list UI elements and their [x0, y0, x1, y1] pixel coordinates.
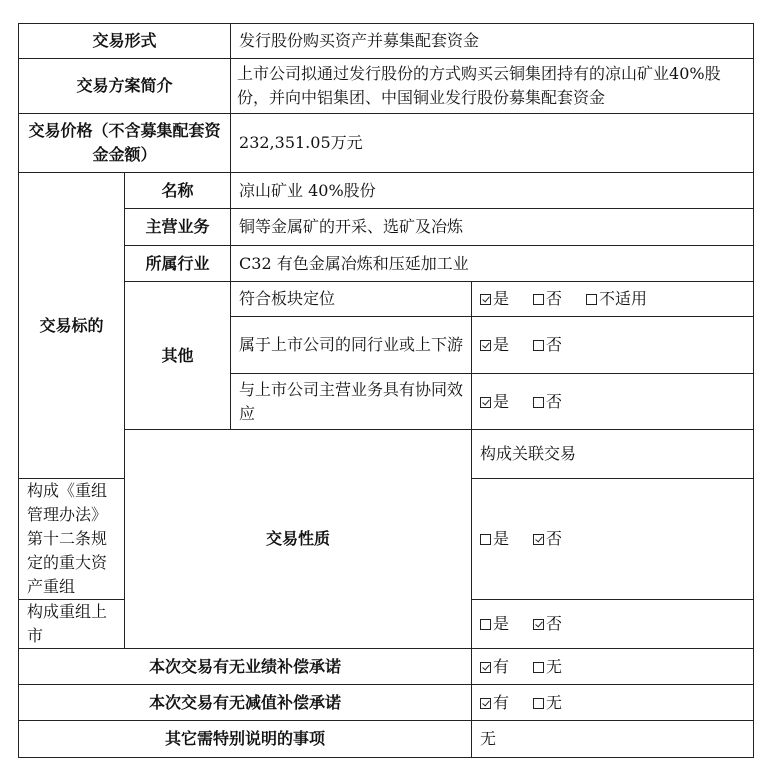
checkbox-option	[480, 655, 509, 679]
transaction-target-label: 交易标的	[19, 173, 125, 479]
unchecked-box-icon	[480, 619, 491, 630]
checkbox-option	[533, 390, 562, 414]
checkbox-option-label: 无	[546, 656, 563, 676]
checkbox-option	[480, 691, 509, 715]
checkbox-option-label: 否	[546, 391, 563, 411]
impairment-compensation-options	[472, 685, 754, 721]
checked-box-icon	[533, 534, 544, 545]
performance-compensation-options	[472, 649, 754, 685]
target-business-value: 铜等金属矿的开采、选矿及冶炼	[231, 209, 754, 246]
checkbox-option-label: 否	[546, 335, 563, 354]
unchecked-box-icon	[533, 294, 544, 305]
checkbox-option-label: 是	[493, 391, 510, 411]
target-name-label: 名称	[125, 173, 231, 209]
checkbox-option	[586, 287, 647, 311]
checkbox-option-label: 否	[546, 614, 563, 633]
transaction-summary-table	[18, 23, 754, 758]
target-industry-label: 所属行业	[125, 246, 231, 282]
checked-box-icon	[480, 294, 491, 305]
checkbox-option	[533, 527, 562, 551]
nature-item-text: 构成关联交易	[472, 430, 754, 479]
nature-item-options	[472, 479, 754, 600]
checkbox-option-label: 不适用	[599, 289, 648, 308]
special-matters-value: 无	[472, 721, 754, 758]
special-matters-label: 其它需特别说明的事项	[19, 721, 472, 758]
checkbox-option-label: 是	[493, 614, 510, 633]
target-other-item-text: 与上市公司主营业务具有协同效应	[231, 374, 472, 430]
checkbox-option-label: 否	[546, 289, 563, 308]
checkbox-option	[480, 612, 509, 636]
transaction-price-value: 232,351.05万元	[231, 114, 754, 173]
checkbox-option	[480, 287, 509, 311]
checkbox-option	[533, 655, 562, 679]
unchecked-box-icon	[586, 294, 597, 305]
nature-item-options	[472, 600, 754, 649]
transaction-plan-label: 交易方案简介	[19, 59, 231, 114]
target-other-label: 其他	[125, 282, 231, 430]
target-other-item-options	[472, 282, 754, 317]
transaction-nature-label: 交易性质	[125, 430, 472, 649]
performance-compensation-label: 本次交易有无业绩补偿承诺	[19, 649, 472, 685]
target-other-item-text: 属于上市公司的同行业或上下游	[231, 317, 472, 374]
nature-item-text: 构成《重组管理办法》第十二条规定的重大资产重组	[19, 479, 125, 600]
checkbox-option-label: 有	[493, 656, 510, 676]
checkbox-option-label: 无	[546, 692, 563, 712]
checkbox-option-label: 是	[493, 289, 510, 308]
unchecked-box-icon	[533, 397, 544, 408]
checkbox-option	[533, 612, 562, 636]
nature-item-text: 构成重组上市	[19, 600, 125, 649]
transaction-plan-value: 上市公司拟通过发行股份的方式购买云铜集团持有的凉山矿业40%股份，并向中铝集团、中国铜业发行股份募集配套资金	[231, 59, 754, 114]
checkbox-option	[533, 691, 562, 715]
target-name-value: 凉山矿业 40%股份	[231, 173, 754, 209]
target-other-item-options	[472, 317, 754, 374]
unchecked-box-icon	[533, 698, 544, 709]
checked-box-icon	[480, 662, 491, 673]
unchecked-box-icon	[533, 340, 544, 351]
target-other-item-options	[472, 374, 754, 430]
transaction-price-label: 交易价格（不含募集配套资金金额）	[19, 114, 231, 173]
checkbox-option	[533, 333, 562, 357]
checkbox-option-label: 有	[493, 692, 510, 712]
transaction-form-value: 发行股份购买资产并募集配套资金	[231, 24, 754, 59]
unchecked-box-icon	[533, 662, 544, 673]
impairment-compensation-label: 本次交易有无减值补偿承诺	[19, 685, 472, 721]
transaction-form-label: 交易形式	[19, 24, 231, 59]
target-industry-value: C32 有色金属冶炼和压延加工业	[231, 246, 754, 282]
checked-box-icon	[533, 619, 544, 630]
checkbox-option	[480, 390, 509, 414]
checked-box-icon	[480, 397, 491, 408]
checked-box-icon	[480, 698, 491, 709]
checkbox-option	[533, 287, 562, 311]
target-business-label: 主营业务	[125, 209, 231, 246]
checkbox-option	[480, 527, 509, 551]
unchecked-box-icon	[480, 534, 491, 545]
checkbox-option-label: 是	[493, 529, 510, 548]
checkbox-option	[480, 333, 509, 357]
target-other-item-text: 符合板块定位	[231, 282, 472, 317]
checkbox-option-label: 否	[546, 529, 563, 548]
checkbox-option-label: 是	[493, 335, 510, 354]
checked-box-icon	[480, 340, 491, 351]
